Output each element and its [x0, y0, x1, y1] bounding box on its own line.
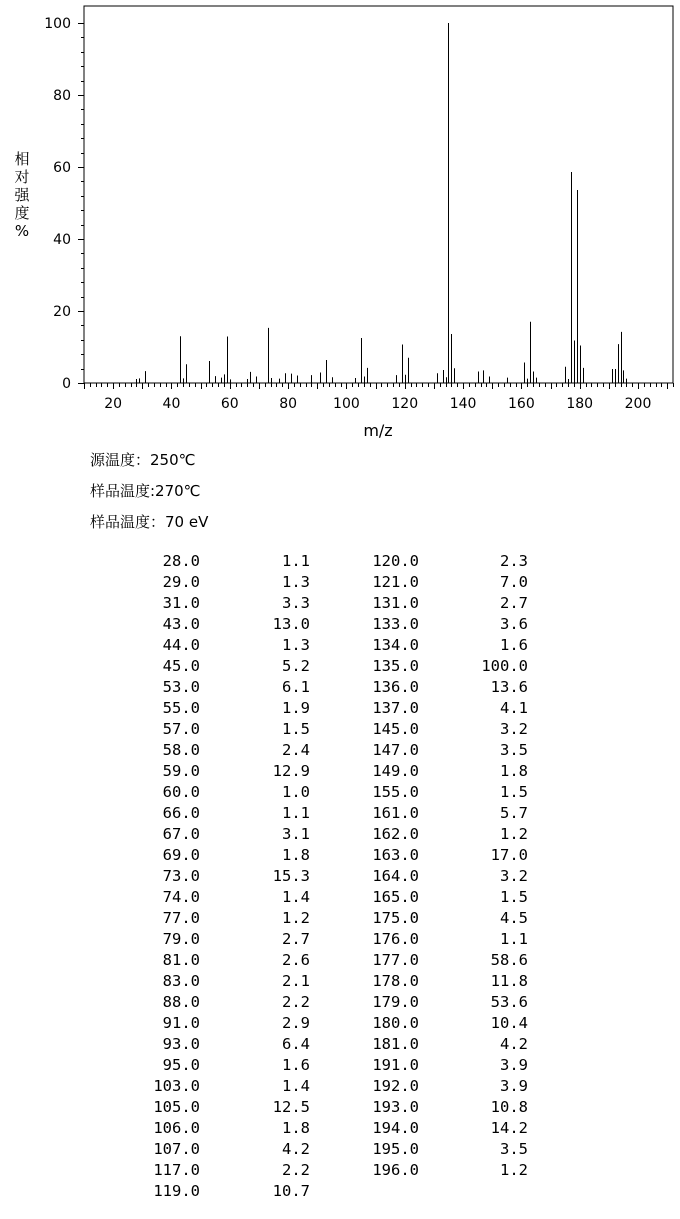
y-tick-label: 40 [53, 232, 71, 248]
intensity-cell: 2.1 [282, 972, 310, 990]
intensity-cell: 14.2 [490, 1119, 528, 1137]
mz-cell: 134.0 [372, 636, 419, 654]
intensity-cell: 100.0 [481, 657, 528, 675]
table-row [0, 1014, 680, 1035]
x-tick-label: 180 [566, 396, 594, 412]
mz-cell: 58.0 [162, 741, 200, 759]
intensity-cell: 10.7 [272, 1182, 310, 1200]
table-row [0, 804, 680, 825]
table-row [0, 972, 680, 993]
intensity-cell: 2.2 [282, 1161, 310, 1179]
y-axis-ticks [44, 16, 84, 392]
peak-bars [137, 23, 627, 383]
mz-cell: 117.0 [153, 1161, 200, 1179]
y-axis-label-char: % [14, 222, 30, 240]
sample-temperature: 样品温度:270℃ [90, 482, 201, 500]
y-tick-label: 0 [62, 376, 71, 392]
intensity-cell: 3.9 [500, 1056, 528, 1074]
mz-cell: 149.0 [372, 762, 419, 780]
table-row [0, 846, 680, 867]
table-row [0, 993, 680, 1014]
table-row [0, 699, 680, 720]
mz-cell: 55.0 [162, 699, 200, 717]
intensity-cell: 2.4 [282, 741, 310, 759]
mz-cell: 83.0 [162, 972, 200, 990]
table-row [0, 867, 680, 888]
y-tick-label: 100 [44, 16, 71, 32]
mz-cell: 88.0 [162, 993, 200, 1011]
table-row [0, 888, 680, 909]
mz-cell: 176.0 [372, 930, 419, 948]
mz-cell: 164.0 [372, 867, 419, 885]
x-tick-label: 20 [104, 396, 123, 412]
intensity-cell: 4.5 [500, 909, 528, 927]
mz-cell: 155.0 [372, 783, 419, 801]
mz-cell: 93.0 [162, 1035, 200, 1053]
intensity-cell: 1.9 [282, 699, 310, 717]
intensity-cell: 2.3 [500, 552, 528, 570]
mz-cell: 162.0 [372, 825, 419, 843]
mz-cell: 177.0 [372, 951, 419, 969]
intensity-cell: 1.5 [500, 888, 528, 906]
source-temperature: 源温度：250℃ [90, 451, 196, 469]
intensity-cell: 2.9 [282, 1014, 310, 1032]
x-tick-label: 100 [333, 396, 360, 412]
intensity-cell: 3.2 [500, 867, 528, 885]
table-row [0, 636, 680, 657]
mz-cell: 163.0 [372, 846, 419, 864]
plot-frame [84, 6, 673, 383]
intensity-cell: 7.0 [500, 573, 528, 591]
intensity-cell: 12.9 [272, 762, 310, 780]
mz-cell: 77.0 [162, 909, 200, 927]
intensity-cell: 4.2 [282, 1140, 310, 1158]
mz-cell: 193.0 [372, 1098, 419, 1116]
table-row [0, 720, 680, 741]
mz-cell: 44.0 [162, 636, 200, 654]
intensity-cell: 1.8 [500, 762, 528, 780]
table-row [0, 909, 680, 930]
table-row [0, 1119, 680, 1140]
y-tick-label: 60 [53, 160, 71, 176]
table-row [0, 573, 680, 594]
table-row [0, 741, 680, 762]
mz-cell: 147.0 [372, 741, 419, 759]
intensity-cell: 1.1 [500, 930, 528, 948]
ionization-energy: 样品温度：70 eV [90, 513, 209, 531]
mz-cell: 103.0 [153, 1077, 200, 1095]
intensity-cell: 12.5 [272, 1098, 310, 1116]
x-tick-label: 40 [162, 396, 181, 412]
mz-cell: 175.0 [372, 909, 419, 927]
intensity-cell: 6.4 [282, 1035, 310, 1053]
mz-cell: 95.0 [162, 1056, 200, 1074]
y-axis-label-char: 度 [14, 204, 30, 222]
intensity-cell: 3.5 [500, 1140, 528, 1158]
y-axis-label-char: 相 [14, 150, 30, 168]
mz-cell: 195.0 [372, 1140, 419, 1158]
x-tick-label: 200 [624, 396, 652, 412]
intensity-cell: 2.7 [500, 594, 528, 612]
mz-cell: 179.0 [372, 993, 419, 1011]
table-row [0, 678, 680, 699]
mz-cell: 67.0 [162, 825, 200, 843]
mz-cell: 73.0 [162, 867, 200, 885]
intensity-cell: 3.5 [500, 741, 528, 759]
mz-cell: 31.0 [162, 594, 200, 612]
intensity-cell: 1.4 [282, 888, 310, 906]
mz-cell: 69.0 [162, 846, 200, 864]
table-row [0, 1182, 680, 1203]
mz-cell: 161.0 [372, 804, 419, 822]
mz-cell: 59.0 [162, 762, 200, 780]
x-axis-label: m/z [363, 421, 393, 440]
y-axis-label-char: 强 [14, 186, 30, 204]
intensity-cell: 2.2 [282, 993, 310, 1011]
intensity-cell: 1.3 [282, 573, 310, 591]
intensity-cell: 1.8 [282, 1119, 310, 1137]
intensity-cell: 1.4 [282, 1077, 310, 1095]
table-row [0, 762, 680, 783]
y-tick-label: 20 [53, 304, 71, 320]
intensity-cell: 4.1 [500, 699, 528, 717]
y-tick-label: 80 [53, 88, 71, 104]
mz-cell: 131.0 [372, 594, 419, 612]
intensity-cell: 1.2 [282, 909, 310, 927]
intensity-cell: 1.2 [500, 825, 528, 843]
intensity-cell: 1.2 [500, 1161, 528, 1179]
x-tick-label: 60 [220, 396, 239, 412]
intensity-cell: 1.8 [282, 846, 310, 864]
intensity-cell: 2.6 [282, 951, 310, 969]
mz-cell: 196.0 [372, 1161, 419, 1179]
mz-cell: 119.0 [153, 1182, 200, 1200]
intensity-cell: 13.6 [490, 678, 528, 696]
mz-cell: 107.0 [153, 1140, 200, 1158]
intensity-cell: 1.5 [282, 720, 310, 738]
intensity-cell: 1.5 [500, 783, 528, 801]
mz-cell: 79.0 [162, 930, 200, 948]
mz-cell: 28.0 [162, 552, 200, 570]
table-row [0, 657, 680, 678]
intensity-cell: 1.1 [282, 552, 310, 570]
mz-cell: 180.0 [372, 1014, 419, 1032]
intensity-cell: 13.0 [272, 615, 310, 633]
intensity-cell: 10.4 [490, 1014, 528, 1032]
mz-cell: 74.0 [162, 888, 200, 906]
table-row [0, 1056, 680, 1077]
table-row [0, 1035, 680, 1056]
mz-cell: 91.0 [162, 1014, 200, 1032]
table-row [0, 1098, 680, 1119]
mz-cell: 192.0 [372, 1077, 419, 1095]
intensity-cell: 1.1 [282, 804, 310, 822]
intensity-cell: 3.9 [500, 1077, 528, 1095]
mz-cell: 133.0 [372, 615, 419, 633]
mass-spectrum-chart [0, 0, 680, 440]
x-axis-ticks [85, 383, 674, 412]
mz-cell: 66.0 [162, 804, 200, 822]
table-row [0, 552, 680, 573]
mz-cell: 53.0 [162, 678, 200, 696]
x-tick-label: 160 [508, 396, 535, 412]
intensity-cell: 6.1 [282, 678, 310, 696]
intensity-cell: 1.3 [282, 636, 310, 654]
intensity-cell: 15.3 [272, 867, 310, 885]
intensity-cell: 4.2 [500, 1035, 528, 1053]
table-row [0, 594, 680, 615]
table-row [0, 951, 680, 972]
x-tick-label: 80 [279, 396, 298, 412]
intensity-cell: 1.0 [282, 783, 310, 801]
intensity-cell: 5.7 [500, 804, 528, 822]
table-row [0, 930, 680, 951]
y-axis-label [12, 150, 32, 240]
table-row [0, 1161, 680, 1182]
mz-cell: 81.0 [162, 951, 200, 969]
y-axis-label-char: 对 [14, 168, 30, 186]
mz-cell: 194.0 [372, 1119, 419, 1137]
intensity-cell: 1.6 [500, 636, 528, 654]
intensity-cell: 3.1 [282, 825, 310, 843]
intensity-cell: 1.6 [282, 1056, 310, 1074]
mz-cell: 165.0 [372, 888, 419, 906]
table-row [0, 783, 680, 804]
mz-cell: 181.0 [372, 1035, 419, 1053]
intensity-cell: 11.8 [490, 972, 528, 990]
mz-cell: 60.0 [162, 783, 200, 801]
table-row [0, 1140, 680, 1161]
mz-cell: 120.0 [372, 552, 419, 570]
intensity-cell: 2.7 [282, 930, 310, 948]
mz-cell: 106.0 [153, 1119, 200, 1137]
table-row [0, 615, 680, 636]
mz-cell: 105.0 [153, 1098, 200, 1116]
mz-cell: 191.0 [372, 1056, 419, 1074]
intensity-cell: 53.6 [490, 993, 528, 1011]
intensity-cell: 10.8 [490, 1098, 528, 1116]
intensity-cell: 5.2 [282, 657, 310, 675]
mz-cell: 121.0 [372, 573, 419, 591]
mz-cell: 43.0 [162, 615, 200, 633]
intensity-cell: 3.2 [500, 720, 528, 738]
mz-cell: 29.0 [162, 573, 200, 591]
table-row [0, 1077, 680, 1098]
intensity-cell: 17.0 [490, 846, 528, 864]
intensity-cell: 58.6 [490, 951, 528, 969]
intensity-cell: 3.6 [500, 615, 528, 633]
intensity-cell: 3.3 [282, 594, 310, 612]
mz-cell: 178.0 [372, 972, 419, 990]
mz-cell: 136.0 [372, 678, 419, 696]
table-row [0, 825, 680, 846]
mz-cell: 137.0 [372, 699, 419, 717]
mz-cell: 57.0 [162, 720, 200, 738]
x-tick-label: 120 [391, 396, 419, 412]
mz-cell: 145.0 [372, 720, 419, 738]
x-tick-label: 140 [449, 396, 477, 412]
mz-cell: 135.0 [372, 657, 419, 675]
mz-cell: 45.0 [162, 657, 200, 675]
